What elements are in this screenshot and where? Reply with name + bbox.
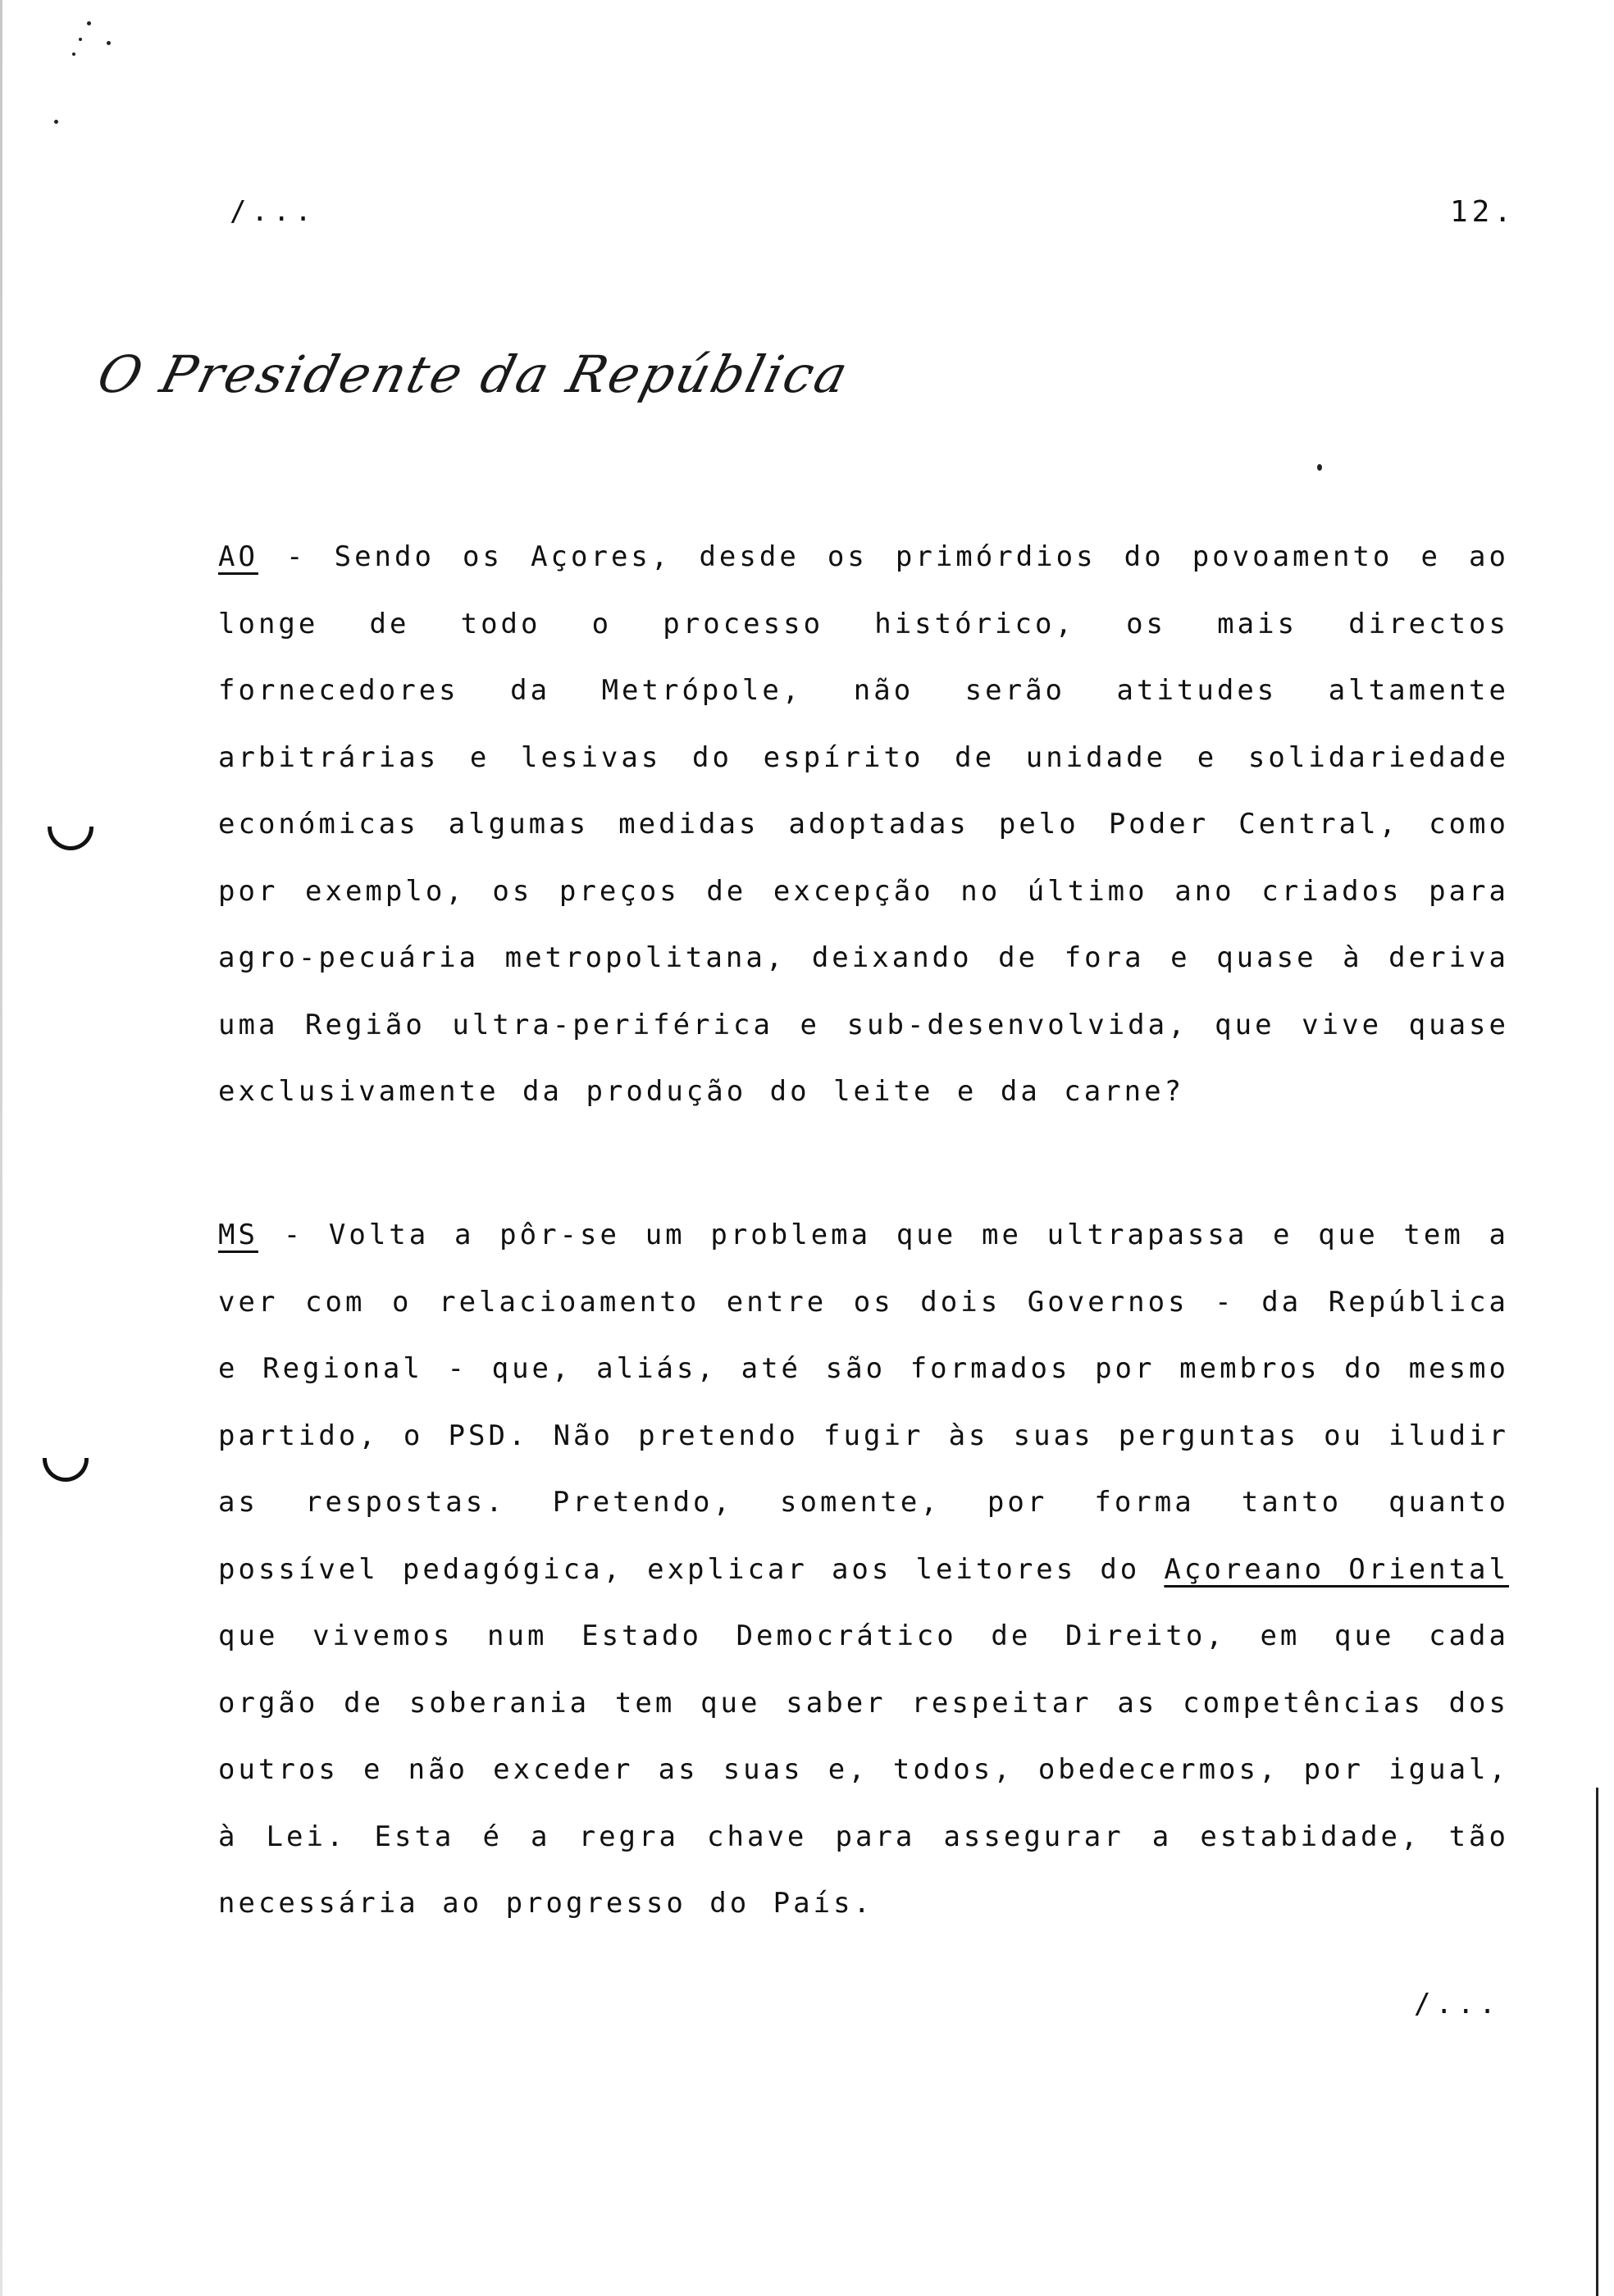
question-text: - Sendo os Açores, desde os primórdios do povoamento e ao longe de todo o processo histórico, os mais directos fornecedores da Metrópole, não serão atitudes altamente arbitrárias e lesivas do espírito de unidade e solidariedade económicas algumas medidas adoptadas pelo Poder Central, como por exemplo, os preços de excepção no último ano criados para agro-pecuária metropolitana, deixando de fora e quase à deriva uma Região ultra-periférica e sub-desenvolvida, que vive quase exclusivamente da produção do leite e da carne? xyxy=(218,540,1509,1108)
scan-edge-left xyxy=(0,0,2,2296)
scan-speck xyxy=(72,52,75,56)
answer-text-part1: - Volta a pôr-se um problema que me ultrapassa e que tem a ver com o relacioamento entre os dois Governos - da República e Regional - que, aliás, até são formados por membros do mesmo partido, o PSD. Não pretendo fugir às suas perguntas ou iludir as respostas. Pretendo, somente, por forma tanto quanto possível pedagógica, explicar aos leitores do xyxy=(218,1219,1509,1586)
header-continuation-mark: /... xyxy=(230,195,317,228)
scan-speck xyxy=(107,41,111,45)
answer-text-part2: que vivemos num Estado Democrático de Direito, em que cada orgão de soberania tem que saber respeitar as competências dos outros e não exceder as suas e, todos, obedecermos, por igual, à Lei. Esta é a regra chave para assegurar a estabidade, tão necessária ao progresso do País. xyxy=(218,1620,1509,1920)
letterhead-title: O Presidente da República xyxy=(92,344,856,404)
page-number: 12. xyxy=(1450,195,1516,229)
scan-edge-right xyxy=(1596,1788,1598,2296)
answer-paragraph-ms xyxy=(218,1202,1509,1938)
speaker-label-ao: AO xyxy=(218,540,258,573)
scan-speck xyxy=(54,120,58,124)
footer-continuation-mark: /... xyxy=(1414,1988,1501,2020)
margin-bracket-mark xyxy=(48,827,93,850)
margin-bracket-mark xyxy=(43,1458,89,1482)
publication-name: Açoreano Oriental xyxy=(1164,1552,1509,1586)
scan-speck xyxy=(87,21,91,25)
scan-speck xyxy=(79,38,82,41)
speaker-label-ms: MS xyxy=(218,1219,258,1251)
question-paragraph-ao xyxy=(218,524,1509,1126)
scan-speck xyxy=(1317,464,1322,471)
